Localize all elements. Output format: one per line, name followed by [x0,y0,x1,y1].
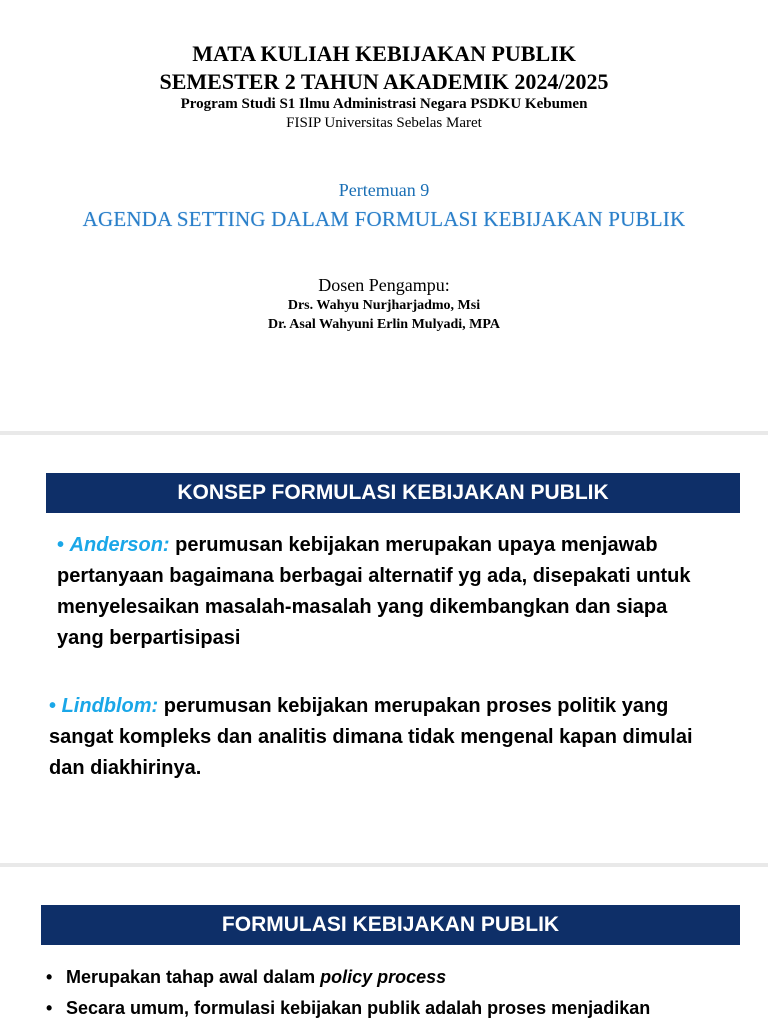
list-item-italic: policy process [320,967,447,987]
section-banner: FORMULASI KEBIJAKAN PUBLIK [41,905,740,945]
section-banner: KONSEP FORMULASI KEBIJAKAN PUBLIK [46,473,740,513]
semester-title: SEMESTER 2 TAHUN AKADEMIK 2024/2025 [159,69,609,94]
author-lindblom: Lindblom: [61,695,159,717]
slide-formulation [0,867,768,1024]
anderson-text: perumusan kebijakan merupakan upaya menjawab pertanyaan bagaimana berbagai alternatif yg ada, disepakati untuk menyelesaikan masalah-masalah yang dikembangkan dan siapa yang berpartisipasi [57,534,691,649]
slide-concept [0,435,768,863]
lecturer-label: Dosen Pengampu: [318,275,450,295]
lecturer-1: Drs. Wahyu Nurjharjadmo, Msi [287,298,481,313]
agenda-title: AGENDA SETTING DALAM FORMULASI KEBIJAKAN PUBLIK [82,207,686,231]
list-item-text: Secara umum, formulasi kebijakan publik adalah proses menjadikan [66,998,651,1018]
list-item [46,995,746,1024]
list-item-text: Merupakan tahap awal dalam [66,967,321,987]
program-name: Program Studi S1 Ilmu Administrasi Negara PSDKU Kebumen [180,96,588,112]
bullet-icon: • [46,998,53,1018]
bullet-list [46,964,746,1024]
course-title: MATA KULIAH KEBIJAKAN PUBLIK [192,41,576,66]
faculty-name: FISIP Universitas Sebelas Maret [286,115,482,131]
lindblom-text: perumusan kebijakan merupakan proses politik yang sangat kompleks dan analitis dimana tidak mengenal kapan dimulai dan diakhirinya. [49,695,693,779]
author-anderson: Anderson: [69,534,170,556]
slide-title [0,0,768,431]
lecturer-2: Dr. Asal Wahyuni Erlin Mulyadi, MPA [268,317,500,332]
list-item [46,964,746,995]
bullet-icon: • [49,695,57,717]
bullet-icon: • [46,967,53,987]
definition-lindblom [49,691,729,784]
definition-anderson [57,530,717,654]
bullet-icon: • [57,534,65,556]
meeting-number: Pertemuan 9 [338,180,430,200]
